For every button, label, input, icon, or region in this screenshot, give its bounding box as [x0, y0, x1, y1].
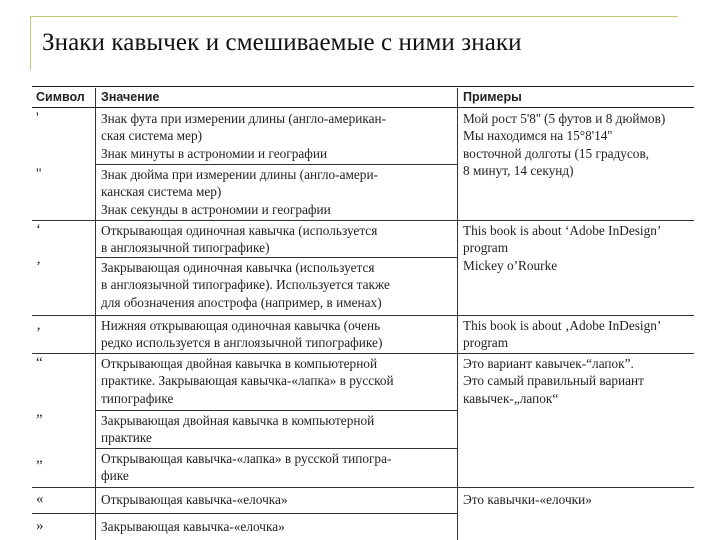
row-meaning: Знак дюйма при измерении длины (англо-амери- канская система мер) Знак секунды в астрономии и географии: [95, 164, 457, 220]
quote-marks-table: [32, 86, 694, 540]
row-symbol: ': [36, 110, 39, 126]
row-examples: Это кавычки-«елочки»: [457, 487, 694, 540]
row-examples: Мой рост 5'8'' (5 футов и 8 дюймов) Мы находимся на 15°8'14'' восточной долготы (15 градусов, 8 минут, 14 секунд): [457, 108, 694, 220]
row-meaning: Открывающая кавычка-«лапка» в русской типогра- фике: [95, 448, 457, 487]
header-meaning: Значение: [95, 88, 457, 107]
row-meaning: Открывающая двойная кавычка в компьютерной практике. Закрывающая кавычка-«лапка» в русской типографике: [95, 353, 457, 410]
table-row: [32, 164, 694, 220]
table-row: [32, 220, 694, 273]
row-meaning: Открывающая одиночная кавычка (используется в англоязычной типографике): [95, 220, 457, 257]
table-top-rule: [32, 86, 694, 87]
row-symbol: ’: [36, 259, 41, 275]
table-row: [32, 353, 694, 410]
row-meaning: Открывающая кавычка-«елочка»: [95, 487, 457, 513]
row-symbol: '': [36, 166, 42, 182]
row-meaning: Нижняя открывающая одиночная кавычка (очень редко используется в англоязычной типографике): [95, 315, 457, 353]
row-symbol: ”: [36, 412, 43, 428]
decorative-left-line: [30, 16, 31, 70]
header-symbol: Символ: [36, 90, 85, 104]
row-examples: Это вариант кавычек-“лапок”. Это самый правильный вариант кавычек-„лапок“: [457, 353, 694, 487]
table-row: [32, 448, 694, 487]
slide-title: Знаки кавычек и смешиваемые с ними знаки: [42, 29, 522, 56]
row-symbol: “: [36, 355, 43, 371]
row-meaning: Закрывающая кавычка-«елочка»: [95, 513, 457, 540]
table-row: [32, 257, 694, 315]
table-row: [32, 513, 694, 540]
row-symbol: ‚: [36, 317, 41, 333]
row-meaning: Знак фута при измерении длины (англо-американ- ская система мер) Знак минуты в астрономии и географии: [95, 108, 457, 164]
row-meaning: Закрывающая одиночная кавычка (используется в англоязычной типографике). Используется также для обозначения апострофа (например, в именах): [95, 257, 457, 315]
row-meaning: Закрывающая двойная кавычка в компьютерной практике: [95, 410, 457, 448]
row-symbol: »: [36, 518, 44, 534]
row-examples: This book is about ‚Adobe InDesign’ program: [457, 315, 694, 353]
table-row: [32, 315, 694, 353]
table-row: [32, 410, 694, 448]
header-examples: Примеры: [457, 88, 694, 107]
table-header-row: [32, 88, 694, 107]
table-row: [32, 487, 694, 513]
row-symbol: «: [36, 491, 44, 507]
row-symbol: ‘: [36, 222, 41, 238]
row-symbol: „: [36, 450, 43, 466]
decorative-top-line: [30, 16, 678, 17]
row-examples: This book is about ‘Adobe InDesign’ program Mickey o’Rourke: [457, 220, 694, 315]
table-row: [32, 108, 694, 178]
